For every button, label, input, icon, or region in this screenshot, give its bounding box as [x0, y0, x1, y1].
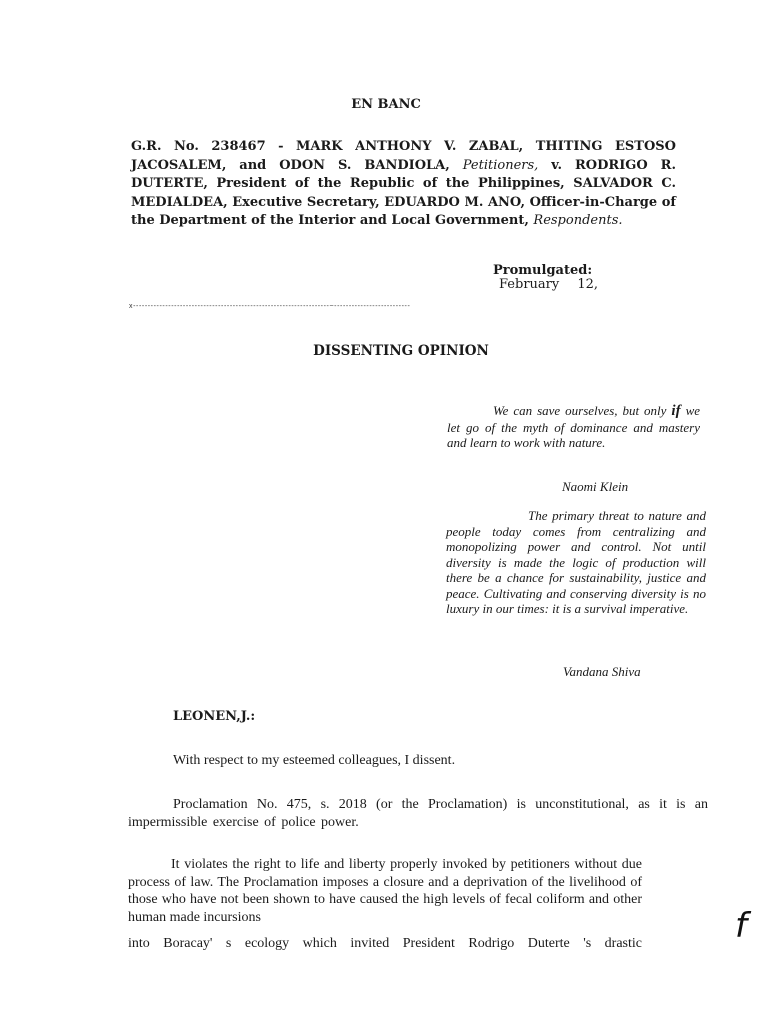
epigraph-1-text-after: we let go of the myth of dominance and mastery and learn to work with nature. [447, 403, 701, 450]
petitioners-label: Petitioners, [462, 157, 539, 173]
petitioner-names: MARK ANTHONY V. ZABAL, THITING ESTOSO JACOSALEM, and ODON S. BANDIOLA, [131, 139, 676, 173]
body-paragraph-2: Proclamation No. 475, s. 2018 (or the Proclamation) is unconstitutional, as it is an impermissible exercise of police power. [128, 797, 708, 830]
separator-line: x-------------------------------------------------------------------~-------------------------- [129, 303, 411, 310]
epigraph-author-2: Vandana Shiva [563, 664, 641, 679]
epigraph-quote-2: The primary threat to nature and people today comes from centralizing and monopolizing power and control. Not until diversity is made the logic of production will there be a chance for sustainability, justice and peace. Cultivating and conserving diversity is no luxury in our times: it is a survival imperative. [446, 508, 706, 616]
body-paragraph-3-last-line: into Boracay' s ecology which invited President Rodrigo Duterte 's drastic [128, 936, 642, 951]
promulgated-date: February 12, [499, 277, 599, 292]
epigraph-quote-1 [447, 403, 700, 451]
epigraph-author-1: Naomi Klein [562, 479, 629, 494]
page-corner-mark: f [735, 906, 747, 946]
court-division-heading: EN BANC [351, 97, 421, 112]
respondents-label: Respondents. [533, 213, 623, 228]
promulgated-label: Promulgated: [493, 263, 593, 278]
epigraph-1-emphasis: if [671, 403, 681, 419]
case-caption: G.R. No. 238467 - MARK ANTHONY V. ZABAL, THITING ESTOSO JACOSALEM, and ODON S. BANDIOLA, Petitioners, v. RODRIGO R. DUTERTE, President of the Republic of the Philippines, SALVADOR C. MEDIALDEA, Executive Secretary, EDUARDO M. ANO, Officer-in-Charge of the Department of the Interior and Local Government, Respondents. [131, 139, 676, 228]
epigraph-1-text-before: We can save ourselves, but only [493, 403, 667, 418]
body-paragraph-1: With respect to my esteemed colleagues, I dissent. [173, 753, 456, 768]
body-paragraph-3: It violates the right to life and liberty properly invoked by petitioners without due process of law. The Proclamation imposes a closure and a deprivation of the livelihood of those who have not been shown to have caused the high levels of fecal coliform and other human made incursions [128, 857, 642, 925]
gr-number: G.R. No. 238467 [131, 139, 266, 154]
justice-author-line: LEONEN,J.: [173, 709, 256, 724]
respondent-names: v. RODRIGO R. DUTERTE, President of the Republic of the Philippines, SALVADOR C. MEDIALDEA, Executive Secretary, EDUARDO M. ANO, Officer-in-Charge of the Department of the Interior and Local Government, [131, 157, 676, 228]
opinion-title: DISSENTING OPINION [313, 343, 489, 359]
